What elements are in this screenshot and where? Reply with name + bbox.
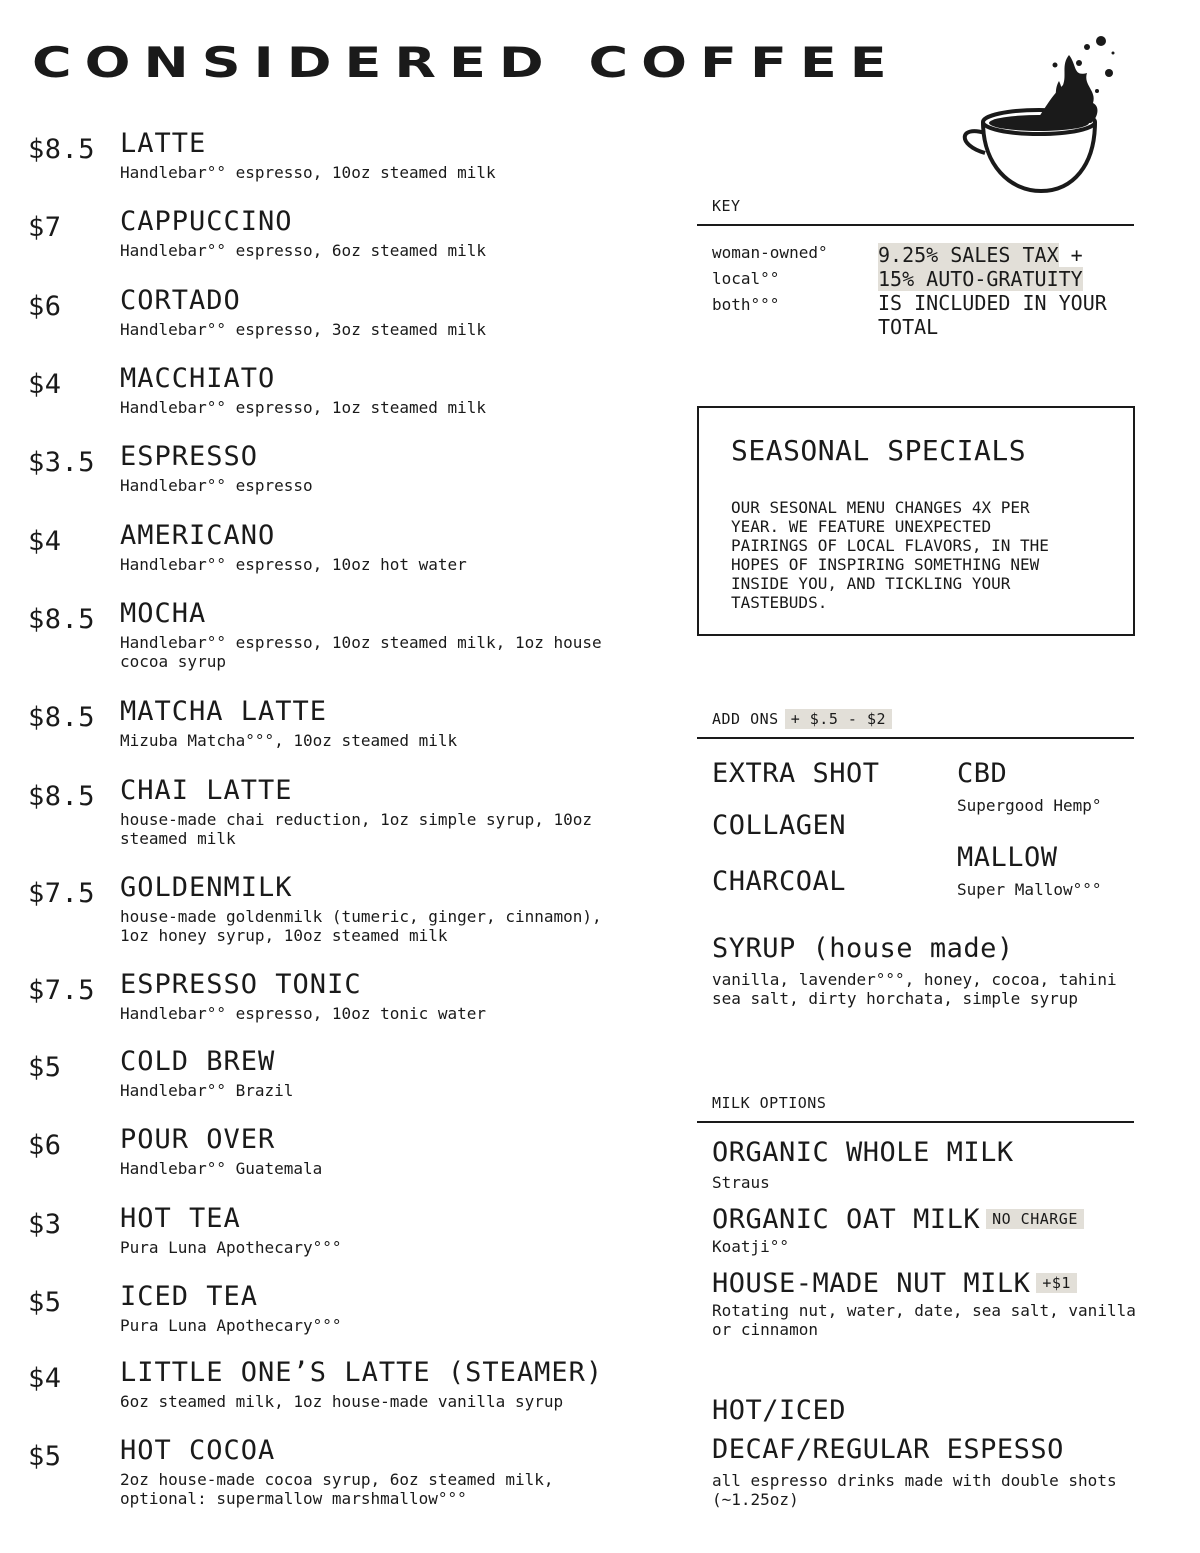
coffee-cup-icon xyxy=(955,25,1125,200)
key-woman-owned: woman-owned° xyxy=(712,243,828,262)
hot-iced-label: HOT/ICED xyxy=(712,1395,847,1426)
item-price: $5 xyxy=(28,1441,62,1472)
key-local: local°° xyxy=(712,269,780,288)
seasonal-specials-box xyxy=(697,406,1135,636)
total-text: TOTAL xyxy=(878,315,939,339)
item-description: Handlebar°° espresso, 3oz steamed milk xyxy=(120,320,487,339)
nut-price-badge: +$1 xyxy=(1036,1273,1077,1293)
item-price: $7.5 xyxy=(28,878,96,909)
item-price: $8.5 xyxy=(28,134,96,165)
item-description: Handlebar°° espresso, 10oz tonic water xyxy=(120,1004,487,1023)
milk-nut-row xyxy=(712,1268,1077,1299)
item-name: CHAI LATTE xyxy=(120,775,293,806)
gratuity-text: 15% AUTO-GRATUITY xyxy=(878,267,1083,291)
item-price: $8.5 xyxy=(28,702,96,733)
included-text: IS INCLUDED IN YOUR xyxy=(878,291,1107,315)
item-price: $3 xyxy=(28,1209,62,1240)
seasonal-description: OUR SESONAL MENU CHANGES 4X PER YEAR. WE FEATURE UNEXPECTED PAIRINGS OF LOCAL FLAVORS, IN THE HOPES OF INSPIRING SOMETHING NEW INSIDE YOU, AND TICKLING YOUR TASTEBUDS. xyxy=(731,498,1049,612)
item-name: COLD BREW xyxy=(120,1046,276,1077)
item-name: CAPPUCCINO xyxy=(120,206,293,237)
item-description: Pura Luna Apothecary°°° xyxy=(120,1238,342,1257)
item-name: GOLDENMILK xyxy=(120,872,293,903)
item-name: HOT TEA xyxy=(120,1203,241,1234)
item-description: house-made goldenmilk (tumeric, ginger, cinnamon), 1oz honey syrup, 10oz steamed milk xyxy=(120,907,602,945)
key-both: both°°° xyxy=(712,295,780,314)
milk-nut: HOUSE-MADE NUT MILK xyxy=(712,1268,1031,1299)
item-price: $8.5 xyxy=(28,604,96,635)
milk-heading: MILK OPTIONS xyxy=(712,1094,827,1112)
milk-whole-brand: Straus xyxy=(712,1173,770,1192)
item-name: LITTLE ONE’S LATTE (STEAMER) xyxy=(120,1357,604,1388)
item-description: house-made chai reduction, 1oz simple syrup, 10oz steamed milk xyxy=(120,810,593,848)
item-description: Handlebar°° Guatemala xyxy=(120,1159,323,1178)
addons-heading xyxy=(712,710,892,728)
milk-oat-row xyxy=(712,1204,1084,1235)
plus-text: + xyxy=(1070,243,1083,267)
item-price: $7 xyxy=(28,212,62,243)
item-name: ICED TEA xyxy=(120,1281,259,1312)
addon-mallow-brand: Super Mallow°°° xyxy=(957,880,1102,899)
addon-extra-shot: EXTRA SHOT xyxy=(712,758,880,789)
item-description: 2oz house-made cocoa syrup, 6oz steamed milk, optional: supermallow marshmallow°°° xyxy=(120,1470,554,1508)
seasonal-heading: SEASONAL SPECIALS xyxy=(731,434,1027,467)
addon-collagen: COLLAGEN xyxy=(712,810,847,841)
milk-oat-brand: Koatji°° xyxy=(712,1237,790,1256)
item-price: $6 xyxy=(28,1130,62,1161)
item-price: $6 xyxy=(28,291,62,322)
item-name: MOCHA xyxy=(120,598,207,629)
milk-whole: ORGANIC WHOLE MILK xyxy=(712,1137,1014,1168)
item-description: Handlebar°° espresso xyxy=(120,476,313,495)
item-price: $5 xyxy=(28,1052,62,1083)
item-description: Handlebar°° Brazil xyxy=(120,1081,294,1100)
item-description: Pura Luna Apothecary°°° xyxy=(120,1316,342,1335)
item-price: $4 xyxy=(28,526,62,557)
sales-tax-text: 9.25% SALES TAX xyxy=(878,243,1059,267)
addon-syrup: SYRUP (house made) xyxy=(712,933,1014,964)
key-legend xyxy=(712,240,828,318)
double-shot-note: all espresso drinks made with double shots (~1.25oz) xyxy=(712,1471,1117,1509)
key-heading: KEY xyxy=(712,197,741,215)
item-price: $5 xyxy=(28,1287,62,1318)
addon-mallow: MALLOW xyxy=(957,842,1058,873)
addon-cbd-brand: Supergood Hemp° xyxy=(957,796,1102,815)
item-price: $8.5 xyxy=(28,781,96,812)
addons-divider xyxy=(697,737,1134,739)
item-name: LATTE xyxy=(120,128,207,159)
addon-charcoal: CHARCOAL xyxy=(712,866,847,897)
item-description: 6oz steamed milk, 1oz house-made vanilla syrup xyxy=(120,1392,564,1411)
addon-syrup-flavors: vanilla, lavender°°°, honey, cocoa, tahini sea salt, dirty horchata, simple syrup xyxy=(712,970,1117,1008)
tax-notice xyxy=(878,243,1107,339)
milk-divider xyxy=(697,1121,1134,1123)
decaf-regular-label: DECAF/REGULAR ESPESSO xyxy=(712,1434,1064,1465)
item-name: ESPRESSO TONIC xyxy=(120,969,362,1000)
addons-price-badge: + $.5 - $2 xyxy=(785,709,892,729)
addons-title: ADD ONS xyxy=(712,710,779,728)
item-name: CORTADO xyxy=(120,285,241,316)
item-description: Handlebar°° espresso, 10oz steamed milk, 1oz house cocoa syrup xyxy=(120,633,602,671)
item-description: Handlebar°° espresso, 1oz steamed milk xyxy=(120,398,487,417)
item-description: Handlebar°° espresso, 6oz steamed milk xyxy=(120,241,487,260)
item-name: ESPRESSO xyxy=(120,441,259,472)
item-description: Handlebar°° espresso, 10oz steamed milk xyxy=(120,163,496,182)
item-price: $4 xyxy=(28,369,62,400)
item-description: Mizuba Matcha°°°, 10oz steamed milk xyxy=(120,731,458,750)
no-charge-badge: NO CHARGE xyxy=(986,1209,1084,1229)
item-name: AMERICANO xyxy=(120,520,276,551)
milk-nut-description: Rotating nut, water, date, sea salt, vanilla or cinnamon xyxy=(712,1301,1136,1339)
item-description: Handlebar°° espresso, 10oz hot water xyxy=(120,555,467,574)
page-title: CONSIDERED COFFEE xyxy=(32,38,900,88)
item-name: MATCHA LATTE xyxy=(120,696,328,727)
item-name: MACCHIATO xyxy=(120,363,276,394)
addon-cbd: CBD xyxy=(957,758,1008,789)
item-price: $3.5 xyxy=(28,447,96,478)
item-name: POUR OVER xyxy=(120,1124,276,1155)
milk-oat: ORGANIC OAT MILK xyxy=(712,1204,981,1235)
item-price: $4 xyxy=(28,1363,62,1394)
item-name: HOT COCOA xyxy=(120,1435,276,1466)
key-divider xyxy=(697,224,1134,226)
item-price: $7.5 xyxy=(28,975,96,1006)
